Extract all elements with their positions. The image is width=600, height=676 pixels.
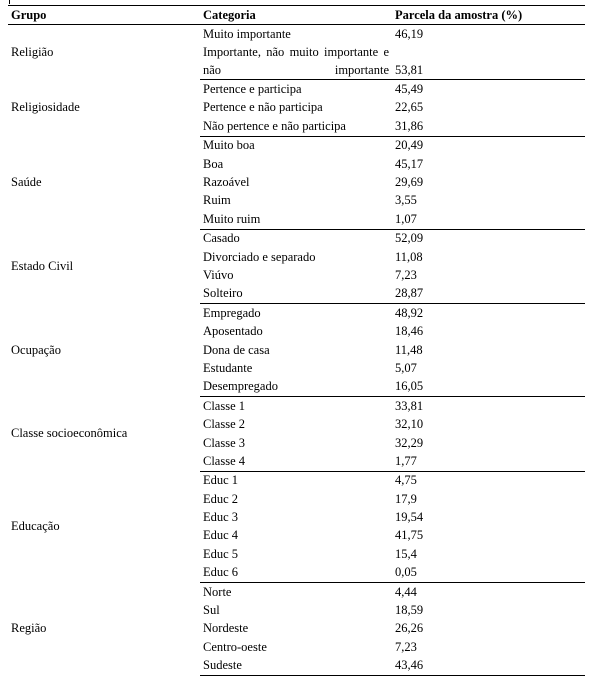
category-cell: Nordeste: [203, 621, 249, 636]
table-row: [8, 80, 585, 99]
share-value-cell: 22,65: [395, 100, 424, 115]
category-cell: Boa: [203, 156, 224, 171]
share-value-cell: 20,49: [395, 138, 424, 153]
share-value-cell: 18,59: [395, 603, 424, 618]
share-value-cell: 43,46: [392, 657, 585, 676]
header-share: Parcela da amostra (%): [392, 6, 585, 25]
share-value-cell: 18,46: [395, 324, 424, 339]
share-value-cell: 17,9: [395, 491, 417, 506]
share-value-cell: 53,81: [392, 43, 585, 80]
category-cell: Ruim: [203, 193, 231, 208]
share-value-cell: 31,86: [392, 117, 585, 136]
category-cell: Viúvo: [203, 267, 234, 282]
share-value-cell: 7,23: [395, 639, 417, 654]
table-row: [8, 136, 585, 155]
share-value-cell: 29,69: [395, 175, 424, 190]
category-cell: Norte: [203, 584, 232, 599]
table-row: [8, 229, 585, 248]
category-cell: Aposentado: [203, 324, 263, 339]
share-value-cell: 26,26: [395, 621, 424, 636]
share-value-cell: 32,29: [395, 435, 424, 450]
category-cell: Muito boa: [203, 138, 255, 153]
group-name: Religião: [11, 44, 54, 59]
group-name: Religiosidade: [11, 100, 80, 115]
category-cell: Classe 4: [200, 452, 392, 471]
header-group: Grupo: [8, 6, 200, 25]
table-corner-mark: [9, 0, 10, 4]
share-value-cell: 4,44: [395, 584, 417, 599]
share-value-cell: 33,81: [395, 398, 424, 413]
category-cell: Desempregado: [200, 378, 392, 397]
category-cell: Sul: [203, 603, 220, 618]
share-value-cell: 52,09: [395, 231, 424, 246]
sample-distribution-table: [8, 5, 585, 676]
table-row: [8, 582, 585, 601]
category-cell: Muito ruim: [200, 210, 392, 229]
share-value-cell: 7,23: [395, 267, 417, 282]
group-name: Região: [11, 621, 47, 636]
share-value-cell: 3,55: [395, 193, 417, 208]
table-body: [8, 25, 585, 676]
share-value-cell: 5,07: [395, 360, 417, 375]
share-value-cell: 16,05: [392, 378, 585, 397]
share-value-cell: 19,54: [395, 510, 424, 525]
category-cell: Classe 2: [203, 417, 246, 432]
share-value-cell: 32,10: [395, 417, 424, 432]
category-cell: Não pertence e não participa: [200, 117, 392, 136]
share-value-cell: 46,19: [395, 26, 424, 41]
category-cell: Educ 3: [203, 510, 239, 525]
share-value-cell: 11,48: [395, 342, 423, 357]
category-cell: Educ 1: [203, 473, 239, 488]
category-cell: Muito importante: [203, 26, 291, 41]
category-cell: Casado: [203, 231, 240, 246]
group-name: Educação: [11, 519, 60, 534]
category-cell: Sudeste: [200, 657, 392, 676]
group-name: Estado Civil: [11, 258, 74, 273]
table-header: [8, 6, 585, 25]
table-row: [8, 304, 585, 323]
category-cell: Pertence e não participa: [203, 100, 323, 115]
table-row: [8, 471, 585, 490]
category-cell: Educ 2: [203, 491, 239, 506]
category-cell: Educ 4: [203, 528, 239, 543]
share-value-cell: 28,87: [392, 285, 585, 304]
category-cell: Solteiro: [200, 285, 392, 304]
share-value-cell: 48,92: [395, 305, 424, 320]
share-value-cell: 41,75: [395, 528, 424, 543]
share-value-cell: 11,08: [395, 249, 423, 264]
category-cell: Educ 5: [203, 546, 239, 561]
category-cell: Pertence e participa: [203, 82, 302, 97]
category-cell: Divorciado e separado: [203, 249, 316, 264]
group-name: Classe socioeconômica: [11, 426, 128, 441]
category-cell: Classe 1: [203, 398, 246, 413]
category-cell: Estudante: [203, 360, 253, 375]
header-row: [8, 6, 585, 25]
category-cell: Razoável: [203, 175, 250, 190]
category-cell: Classe 3: [203, 435, 246, 450]
category-cell: Empregado: [203, 305, 261, 320]
category-cell: Importante, não muito importante e não importante: [200, 43, 392, 80]
group-name: Ocupação: [11, 342, 61, 357]
share-value-cell: 45,17: [395, 156, 424, 171]
category-cell: Educ 6: [200, 564, 392, 583]
table-row: [8, 25, 585, 44]
group-name: Saúde: [11, 175, 42, 190]
share-value-cell: 0,05: [392, 564, 585, 583]
table-row: [8, 397, 585, 416]
share-value-cell: 4,75: [395, 473, 417, 488]
share-value-cell: 1,07: [392, 210, 585, 229]
share-value-cell: 45,49: [395, 82, 424, 97]
header-category: Categoria: [200, 6, 392, 25]
category-cell: Dona de casa: [203, 342, 270, 357]
category-cell: Centro-oeste: [203, 639, 267, 654]
share-value-cell: 15,4: [395, 546, 417, 561]
share-value-cell: 1,77: [392, 452, 585, 471]
